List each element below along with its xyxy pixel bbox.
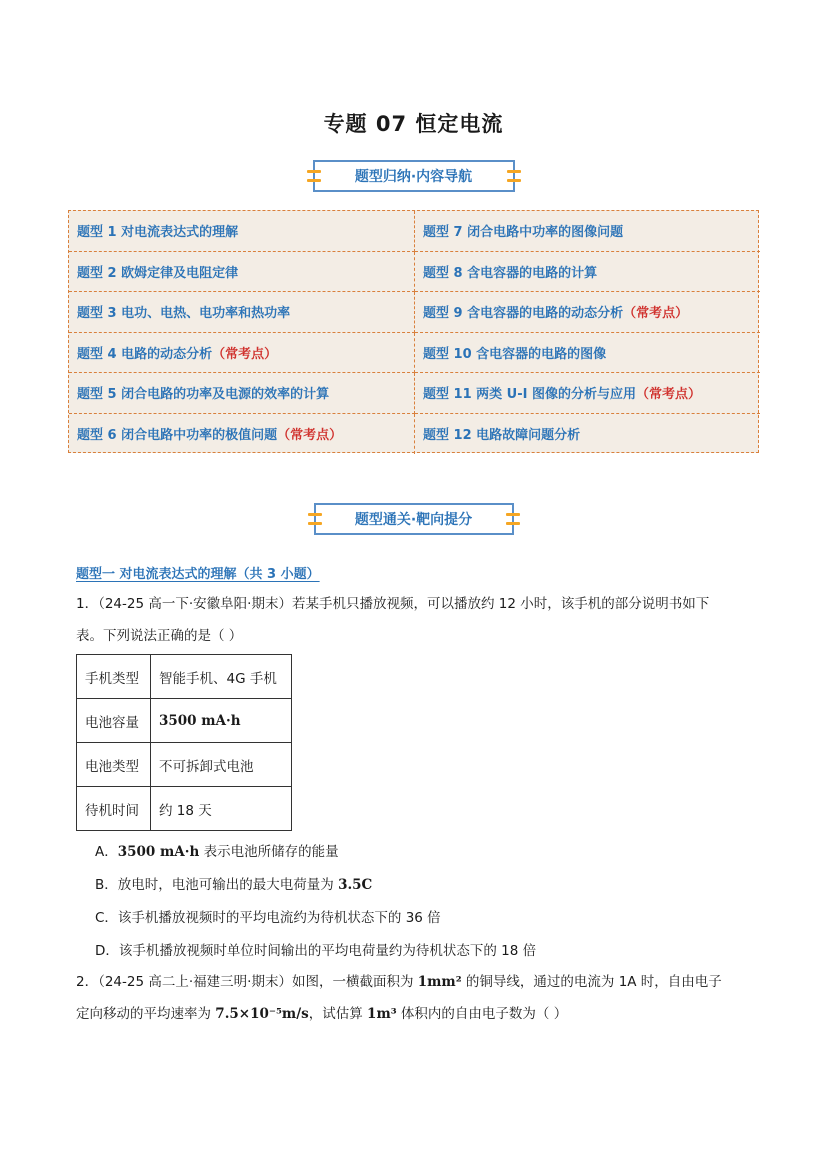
topic-link[interactable]: [415, 414, 760, 455]
topic-link[interactable]: [69, 292, 415, 333]
topic-label: 题型 9 含电容器的电路的动态分析: [423, 306, 624, 322]
topic-label: 题型 5 闭合电路的功率及电源的效率的计算: [77, 387, 330, 403]
table-cell: 电池类型: [77, 743, 151, 787]
q2-text: 体积内的自由电子数为（ ）: [396, 1006, 568, 1022]
topic-label: 题型 10 含电容器的电路的图像: [423, 346, 607, 362]
table-cell: 约 18 天: [151, 787, 292, 831]
topic-label: 题型 2 欧姆定律及电阻定律: [77, 265, 239, 281]
topic-link[interactable]: [415, 292, 760, 333]
q1-stem-line1: 1．（24-25 高一下·安徽阜阳·期末）若某手机只播放视频，可以播放约 12 小时，该手机的部分说明书如下: [76, 596, 710, 612]
option-d[interactable]: D．该手机播放视频时单位时间输出的平均电荷量约为待机状态下的 18 倍: [95, 943, 537, 959]
q2-formula: 1mm²: [417, 974, 462, 990]
practice-banner: [314, 501, 514, 537]
topic-link[interactable]: [69, 414, 415, 455]
q2-text: 的铜导线，通过的电流为 1A 时，自由电子: [461, 974, 722, 990]
table-row: [77, 699, 292, 743]
table-cell: 3500 mA·h: [151, 699, 292, 743]
topic-link[interactable]: [69, 373, 415, 414]
topic-label: 题型 7 闭合电路中功率的图像问题: [423, 225, 624, 241]
frequent-tag: （常考点）: [623, 306, 689, 322]
nav-banner: [313, 158, 515, 194]
topic-label: 题型 4 电路的动态分析: [77, 346, 213, 362]
q2-text: 定向移动的平均速率为: [76, 1006, 216, 1022]
option-formula: 3500 mA·h: [117, 844, 200, 860]
topic-label: 题型 12 电路故障问题分析: [423, 428, 581, 444]
table-cell: 电池容量: [77, 699, 151, 743]
topic-label: 题型 1 对电流表达式的理解: [77, 225, 239, 241]
section-heading[interactable]: 题型一 对电流表达式的理解（共 3 小题）: [76, 567, 320, 582]
option-b[interactable]: [95, 873, 372, 893]
topic-link[interactable]: [69, 252, 415, 293]
practice-banner-label: 题型通关·靶向提分: [354, 512, 473, 528]
table-cell: 不可拆卸式电池: [151, 743, 292, 787]
topic-navigation-table: [68, 210, 759, 453]
table-cell: 手机类型: [77, 655, 151, 699]
option-a[interactable]: [95, 840, 339, 860]
topic-link[interactable]: [69, 333, 415, 374]
option-text: 表示电池所储存的能量: [199, 844, 339, 860]
option-text: B．放电时，电池可输出的最大电荷量为: [95, 877, 339, 893]
topic-link[interactable]: [415, 211, 760, 252]
frequent-tag: （常考点）: [635, 387, 701, 403]
topic-label: 题型 8 含电容器的电路的计算: [423, 265, 598, 281]
table-cell: 待机时间: [77, 787, 151, 831]
q1-stem-line2: 表。下列说法正确的是（ ）: [76, 628, 243, 644]
q2-formula: 7.5×10⁻⁵m/s: [215, 1006, 309, 1022]
topic-label: 题型 6 闭合电路中功率的极值问题: [77, 428, 278, 444]
page-title: 专题 07 恒定电流: [323, 112, 504, 136]
table-row: [77, 787, 292, 831]
table-cell: 智能手机、4G 手机: [151, 655, 292, 699]
q2-formula: 1m³: [367, 1006, 397, 1022]
phone-spec-table: [76, 654, 292, 831]
topic-link[interactable]: [69, 211, 415, 252]
option-formula: 3.5C: [338, 877, 373, 893]
topic-link[interactable]: [415, 373, 760, 414]
topic-link[interactable]: [415, 333, 760, 374]
option-c[interactable]: C．该手机播放视频时的平均电流约为待机状态下的 36 倍: [95, 910, 441, 926]
q2-text: 2．（24-25 高二上·福建三明·期末）如图，一横截面积为: [76, 974, 418, 990]
table-row: [77, 655, 292, 699]
frequent-tag: （常考点）: [277, 428, 343, 444]
banner-left-mark-icon: [308, 513, 322, 525]
topic-link[interactable]: [415, 252, 760, 293]
banner-right-mark-icon: [507, 170, 521, 182]
frequent-tag: （常考点）: [212, 346, 278, 362]
option-label: A．: [95, 844, 118, 860]
nav-banner-label: 题型归纳·内容导航: [354, 169, 473, 185]
q2-text: ，试估算: [308, 1006, 368, 1022]
q2-stem-line1: [76, 971, 722, 993]
banner-right-mark-icon: [506, 513, 520, 525]
table-row: [77, 743, 292, 787]
q2-stem-line2: [76, 1003, 567, 1025]
topic-label: 题型 3 电功、电热、电功率和热功率: [77, 306, 291, 322]
banner-left-mark-icon: [307, 170, 321, 182]
topic-label: 题型 11 两类 U-I 图像的分析与应用: [423, 387, 636, 403]
